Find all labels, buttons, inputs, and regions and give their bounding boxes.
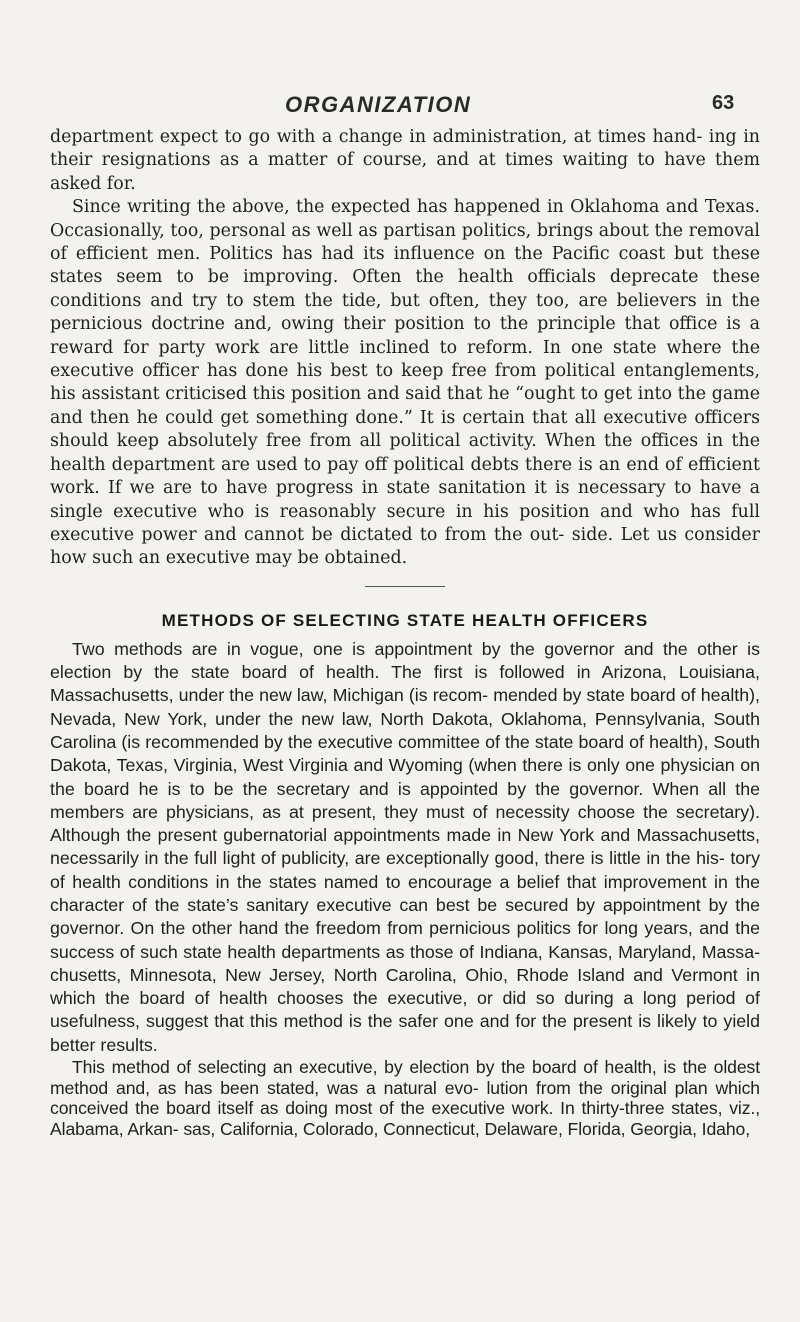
opening-text-block [50,126,760,571]
running-title: ORGANIZATION [285,92,472,117]
running-head [0,92,800,120]
paragraph-politics: Since writing the above, the expected has happened in Oklahoma and Texas. Occasionally, too, personal as well as partisan politics, brings about the removal of efficient men. Politics has had its influence on the Pacific coast but these states seem to be improving. Often the health officials deprecate these conditions and try to stem the tide, but often, they too, are believers in the pernicious doctrine and, owing their position to the principle that office is a reward for party work are little inclined to reform. In one state where the executive officer has done his best to keep free from political entanglements, his assistant criticised this position and said that he “ought to get into the game and then he could get something done.” It is certain that all executive officers should keep absolutely free from all political activity. When the offices in the health department are used to pay off political debts there is an end of efficient work. If we are to have progress in state sanitation it is necessary to have a single executive who is reasonably secure in his position and who has full executive power and cannot be dictated to from the out- side. Let us consider how such an executive may be obtained. [50,197,760,569]
body-text [50,126,760,1139]
paragraph-two-methods: Two methods are in vogue, one is appointment by the governor and the other is election by the state board of health. The first is followed in Arizona, Louisiana, Massachusetts, under the new law, Michigan (is recom- mended by state board of health), Nevada, New York, under the new law, North Dakota, Oklahoma, Pennsylvania, South Carolina (is recommended by the executive committee of the state board of health), South Dakota, Texas, Virginia, West Virginia and Wyoming (when there is only one physician on the board he is to be the secretary and is appointed by the governor. When all the members are physicians, as at present, they must of necessity choose the secretary). Although the present gubernatorial appointments made in New York and Massachusetts, necessarily in the full light of publicity, are exceptionally good, there is little in the his- tory of health conditions in the states named to encourage a belief that improvement in the character of the state’s sanitary executive can best be secured by appointment by the governor. On the other hand the freedom from pernicious politics for long years, and the success of such state health departments as those of Indiana, Kansas, Maryland, Massa- chusetts, Minnesota, New Jersey, North Carolina, Ohio, Rhode Island and Vermont in which the board of health chooses the executive, or did so during a long period of usefulness, suggest that this method is the safer one and for the present is likely to yield better results. [50,638,760,1055]
section-divider-rule [365,586,445,587]
section-methods [50,611,760,1139]
paragraph-continued: department expect to go with a change in administration, at times hand- ing in their resignations as a matter of course, and at times waiting to have them asked for. [50,127,760,194]
section-heading: METHODS OF SELECTING STATE HEALTH OFFICERS [161,610,649,630]
page-number: 63 [712,92,735,114]
paragraph-election-method: This method of selecting an executive, by election by the board of health, is the oldest method and, as has been stated, was a natural evo- lution from the original plan which conceived the board itself as doing most of the executive work. In thirty-three states, viz., Alabama, Arkan- sas, California, Colorado, Connecticut, Delaware, Florida, Georgia, Idaho, [50,1057,760,1139]
